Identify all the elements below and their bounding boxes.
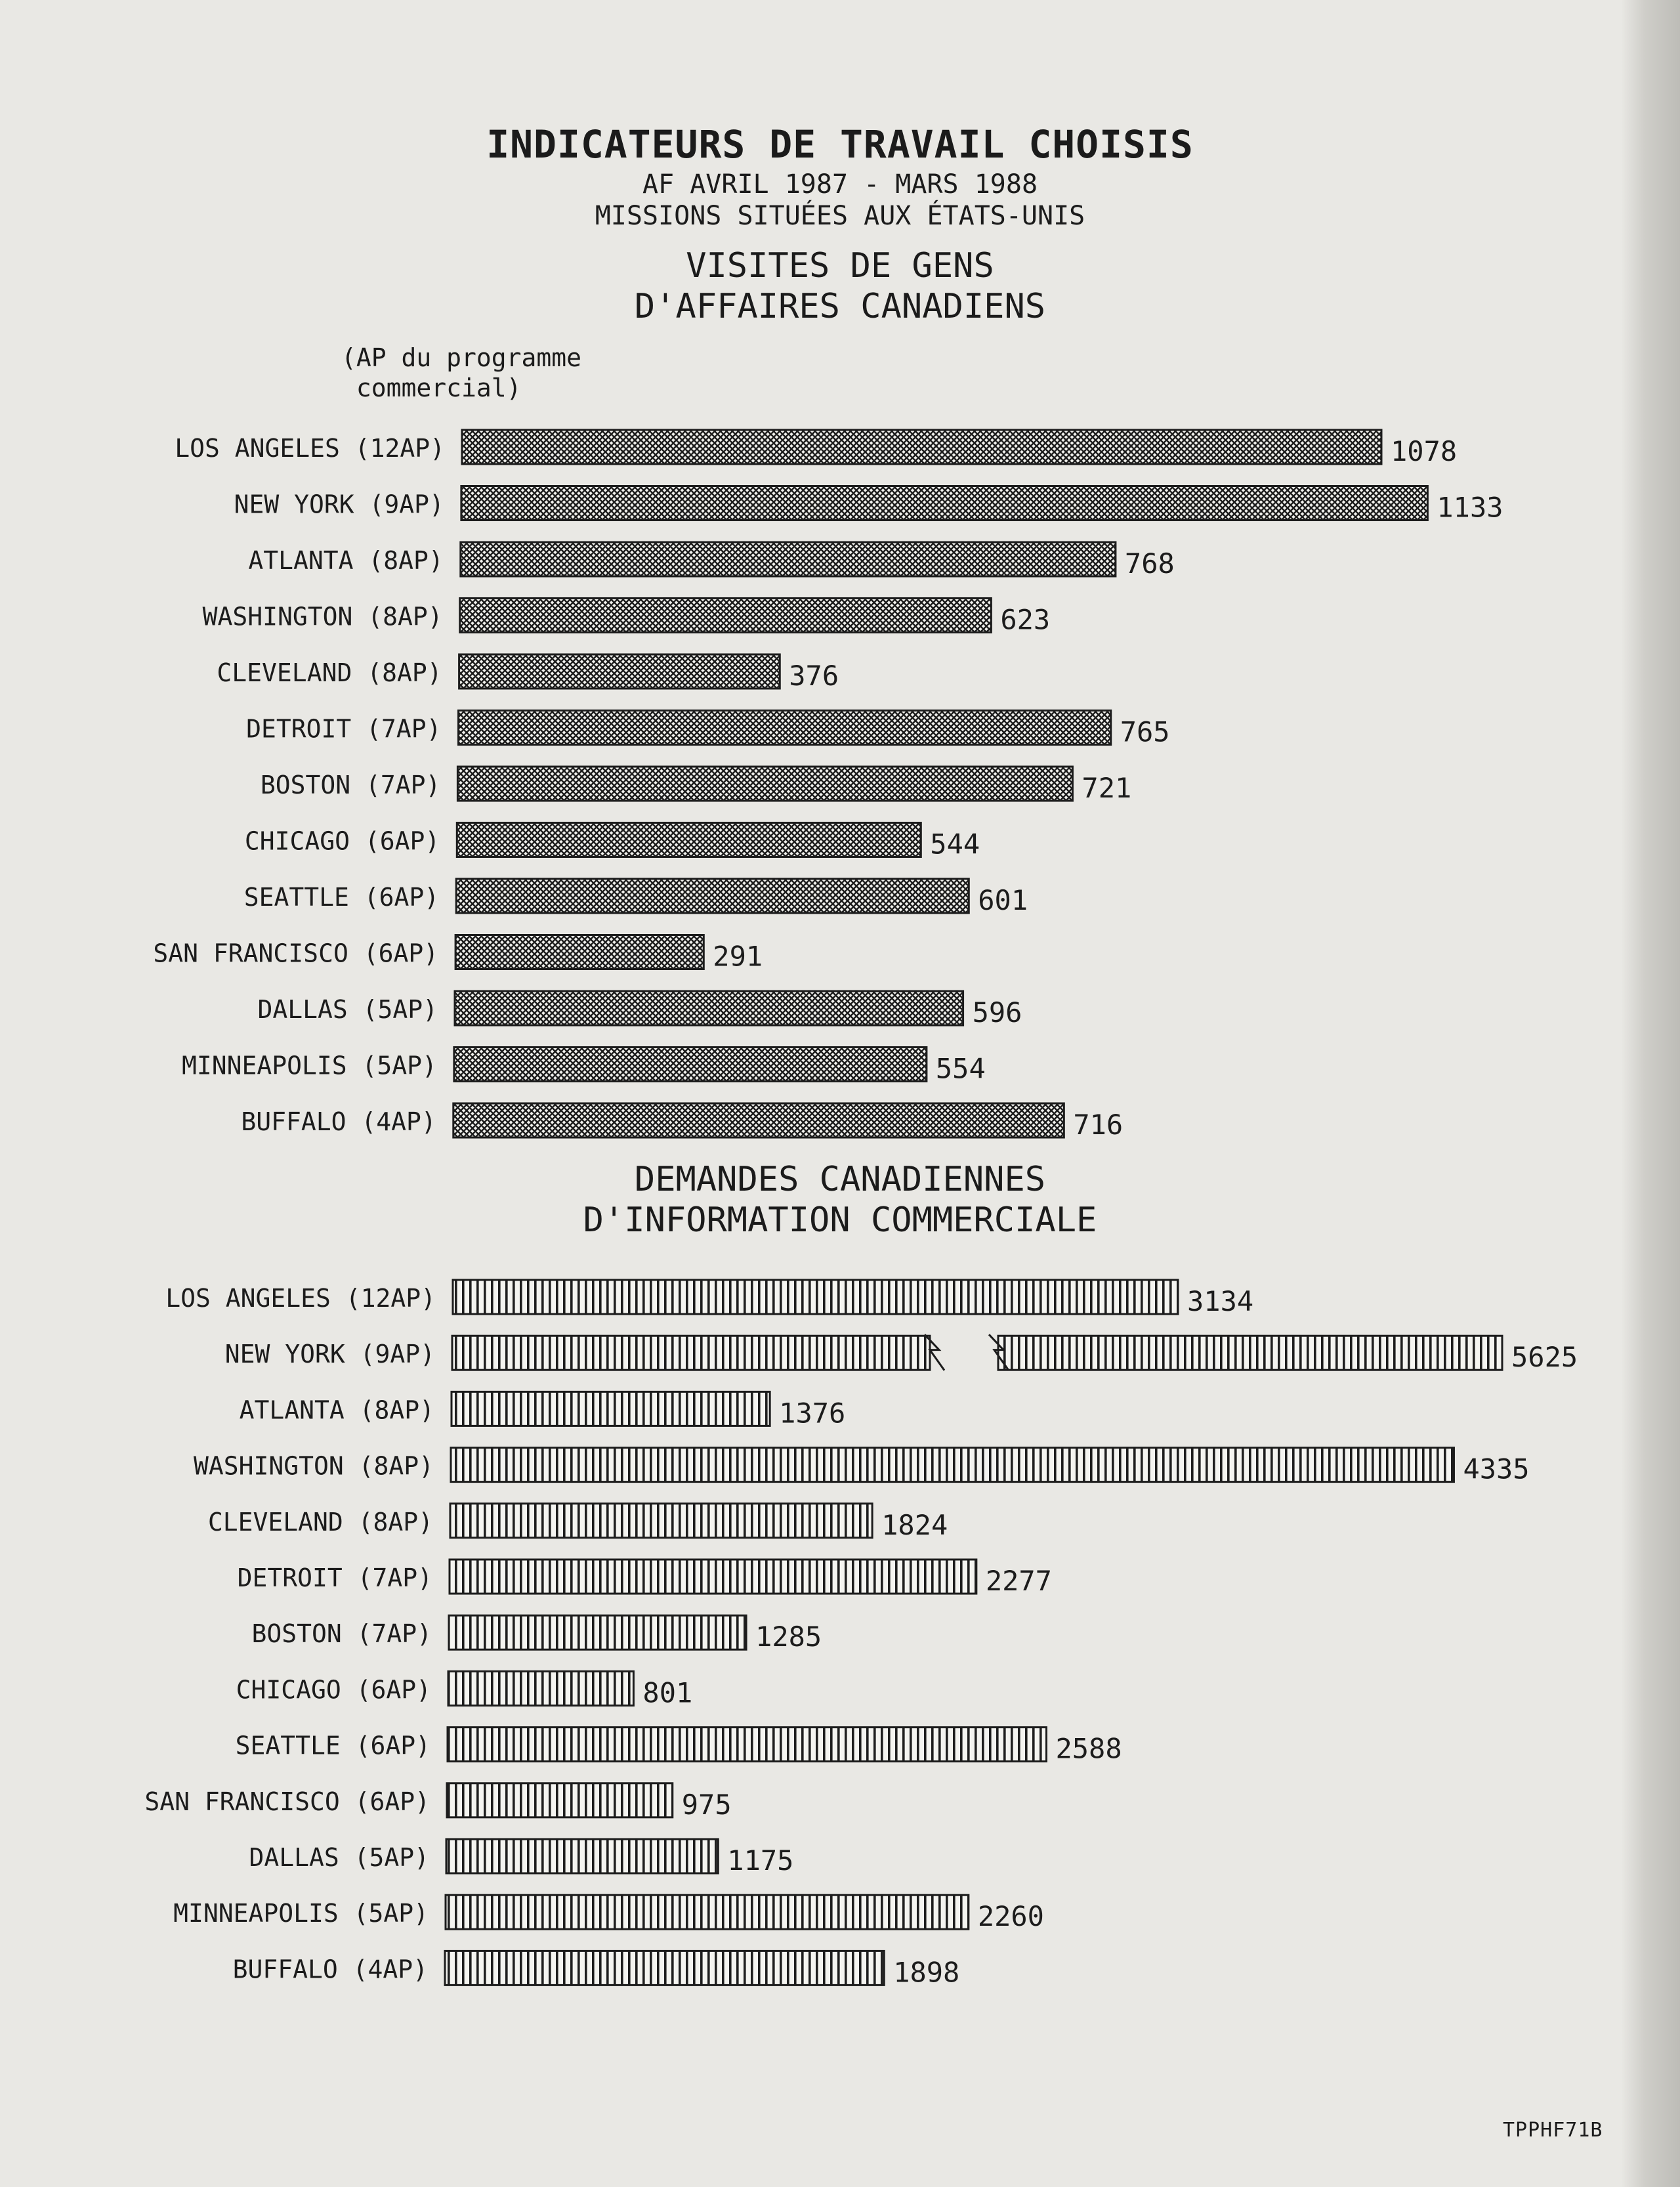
chart2-title: DEMANDES CANADIENNES D'INFORMATION COMMERCIALE — [583, 1160, 1097, 1240]
visits-bar — [460, 599, 992, 633]
visits-bar — [461, 542, 1116, 576]
visits-bar — [461, 486, 1427, 520]
requests-category-label: BOSTON (7AP) — [251, 1619, 432, 1649]
visits-bar — [454, 1048, 927, 1082]
requests-category-label: MINNEAPOLIS (5AP) — [173, 1899, 429, 1928]
requests-category-label: ATLANTA (8AP) — [239, 1395, 434, 1425]
visits-bar — [457, 767, 1072, 801]
page-title: INDICATEURS DE TRAVAIL CHOISIS — [486, 122, 1194, 167]
visits-category-label: SEATTLE (6AP) — [243, 883, 440, 912]
visits-bar — [459, 711, 1111, 745]
requests-value-label: 4335 — [1463, 1453, 1530, 1485]
requests-category-label: SAN FRANCISCO (6AP) — [144, 1787, 430, 1816]
visits-value-label: 623 — [1000, 603, 1051, 636]
visits-category-label: MINNEAPOLIS (5AP) — [181, 1051, 437, 1080]
visits-value-label: 721 — [1082, 772, 1132, 804]
visits-value-label: 716 — [1073, 1109, 1124, 1141]
requests-value-label: 801 — [642, 1676, 693, 1709]
requests-value-label: 2277 — [985, 1565, 1052, 1597]
visits-category-label: CLEVELAND (8AP) — [217, 658, 442, 687]
requests-value-label: 2260 — [977, 1900, 1044, 1933]
visits-category-label: BUFFALO (4AP) — [241, 1107, 436, 1136]
chart-information-requests — [144, 1280, 1578, 1988]
requests-value-label: 2588 — [1055, 1732, 1122, 1765]
requests-bar — [445, 1951, 884, 1985]
requests-value-label: 1376 — [779, 1397, 846, 1430]
requests-bar — [452, 1336, 930, 1370]
requests-value-label: 3134 — [1187, 1285, 1254, 1317]
visits-value-label: 596 — [972, 996, 1022, 1029]
visits-bar — [462, 430, 1381, 464]
requests-bar — [448, 1728, 1046, 1762]
visits-category-label: ATLANTA (8AP) — [248, 546, 444, 575]
requests-value-label: 5625 — [1511, 1341, 1578, 1374]
visits-value-label: 1078 — [1391, 435, 1458, 467]
page-subtitle-period: AF AVRIL 1987 - MARS 1988 — [642, 169, 1038, 200]
visits-value-label: 376 — [789, 660, 839, 692]
requests-bar — [449, 1615, 746, 1649]
requests-category-label: DETROIT (7AP) — [237, 1563, 432, 1592]
chart1-title: VISITES DE GENS D'AFFAIRES CANADIENS — [634, 246, 1046, 326]
visits-bar — [457, 823, 921, 857]
visits-value-label: 1133 — [1437, 491, 1503, 524]
requests-category-label: BUFFALO (4AP) — [232, 1955, 428, 1984]
requests-value-label: 1898 — [893, 1956, 960, 1989]
requests-bar — [998, 1336, 1502, 1370]
visits-value-label: 544 — [930, 828, 980, 860]
requests-axis-break — [925, 1334, 1009, 1370]
visits-bar — [455, 935, 704, 969]
visits-value-label: 765 — [1120, 715, 1170, 748]
visits-value-label: 601 — [978, 884, 1028, 916]
visits-category-label: SAN FRANCISCO (6AP) — [153, 939, 439, 968]
requests-bar — [447, 1783, 673, 1817]
chart-business-visits — [153, 430, 1503, 1141]
requests-value-label: 1824 — [881, 1508, 948, 1541]
visits-category-label: DETROIT (7AP) — [246, 714, 442, 744]
requests-value-label: 1175 — [727, 1844, 794, 1877]
visits-bar — [456, 879, 969, 913]
visits-value-label: 554 — [935, 1052, 986, 1085]
requests-category-label: LOS ANGELES (12AP) — [165, 1284, 436, 1313]
visits-category-label: DALLAS (5AP) — [257, 995, 438, 1024]
requests-bar — [453, 1280, 1178, 1314]
requests-bar — [446, 1895, 969, 1929]
visits-category-label: BOSTON (7AP) — [260, 771, 441, 799]
requests-category-label: DALLAS (5AP) — [249, 1843, 429, 1872]
requests-category-label: CHICAGO (6AP) — [236, 1675, 431, 1705]
program-note: (AP du programme commercial) — [341, 343, 582, 402]
requests-value-label: 1285 — [755, 1621, 822, 1653]
requests-category-label: CLEVELAND (8AP) — [207, 1507, 433, 1537]
visits-bar — [459, 654, 780, 689]
document-code: TPPHF71B — [1503, 2119, 1603, 2142]
visits-value-label: 768 — [1124, 547, 1175, 580]
visits-category-label: CHICAGO (6AP) — [244, 826, 440, 856]
requests-bar — [450, 1504, 872, 1538]
requests-bar — [451, 1448, 1454, 1482]
requests-category-label: NEW YORK (9AP) — [224, 1340, 435, 1369]
visits-bar — [455, 991, 963, 1025]
requests-value-label: 975 — [681, 1788, 732, 1821]
requests-category-label: SEATTLE (6AP) — [235, 1731, 430, 1760]
requests-bar — [446, 1839, 718, 1873]
visits-category-label: WASHINGTON (8AP) — [202, 602, 443, 631]
visits-bar — [453, 1103, 1064, 1137]
visits-category-label: LOS ANGELES (12AP) — [175, 434, 445, 463]
requests-bar — [452, 1391, 770, 1426]
visits-category-label: NEW YORK (9AP) — [234, 490, 444, 519]
page-subtitle-missions: MISSIONS SITUÉES AUX ÉTATS-UNIS — [595, 201, 1085, 231]
requests-bar — [448, 1671, 633, 1705]
visits-value-label: 291 — [713, 940, 763, 973]
requests-bar — [450, 1560, 976, 1594]
requests-category-label: WASHINGTON (8AP) — [193, 1451, 434, 1481]
